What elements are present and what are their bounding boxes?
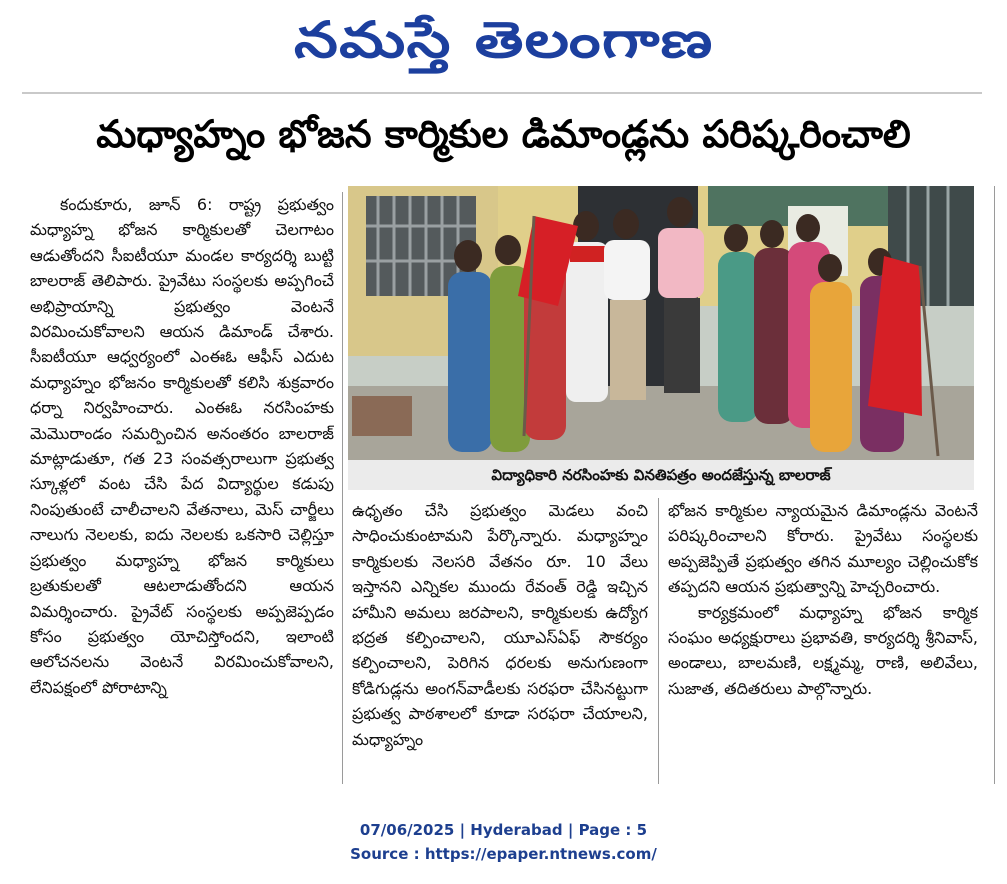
masthead-title: నమస్తే తెలంగాణ (293, 11, 714, 69)
article-paragraph: ఉధృతం చేసి ప్రభుత్వం మెడలు వంచి సాధించుకుంటామని పేర్కొన్నారు. మధ్యాహ్నం కార్మికులకు నెలసరి వేతనం రూ. 10 వేలు ఇస్తానని ఎన్నికల ముందు రేవంత్ రెడ్డి ఇచ్చిన హామీని అమలు జరపాలని, కార్మికులకు ఉద్యోగ భద్రత కల్పించాలని, యూఎస్ఏఫ్ సౌకర్యం కల్పించాలని, పెరిగిన ధరలకు అనుగుణంగా కోడిగుడ్లను అంగన్‌వాడీలకు సరఫరా చేసినట్టుగా ప్రభుత్వ పాఠశాలలో కూడా సరఫరా చేయాలని, మధ్యాహ్నం (352, 501, 648, 749)
article-column-2 (352, 498, 648, 784)
article-paragraph: కందుకూరు, జూన్ 6: రాష్ట్ర ప్రభుత్వం మధ్యాహ్న భోజన కార్మికులతో చెలగాటం ఆడుతోందని సీఐటీయూ మండల కార్యదర్శి బుట్టి బాలరాజ్ తెలిపారు. ప్రైవేటు సంస్థలకు అప్పగించే అభిప్రాయాన్ని ప్రభుత్వం వెంటనే విరమించుకోవాలని ఆయన డిమాండ్ చేశారు. సీఐటీయూ ఆధ్వర్యంలో ఎంఈఓ ఆఫీస్ ఎదుట మధ్యాహ్నం భోజనం కార్మికులతో కలిసి శుక్రవారం ధర్నా నిర్వహించారు. ఎంఈఓ నరసింహకు మెమొరాండం సమర్పించిన అనంతరం బాలరాజ్ మాట్లాడుతూ, గత 23 సంవత్సరాలుగా ప్రభుత్వ స్కూళ్లలో వంట చేసి పేద విద్యార్థుల కడుపు నింపుతుంటే చాలీచాలని వేతనాలు, మెస్ చార్జీలు నాలుగు నెలలకు, ఐదు నెలలకు ఒకసారి చెల్లిస్తూ ప్రభుత్వం మధ్యాహ్న భోజన కార్మికులు బ్రతుకులతో ఆటలాడుతోందని ఆయన విమర్శించారు. ప్రైవేట్ సంస్థలకు అప్పజెప్పడం కోసం ప్రభుత్వం యోచిస్తోందని, ఇలాంటి ఆలోచనలను వెంటనే విరమించుకోవాలని, లేనిపక్షంలో పోరాటాన్ని (30, 195, 334, 697)
footer-date-line: 07/06/2025 | Hyderabad | Page : 5 (359, 821, 648, 839)
news-photo (348, 186, 974, 460)
article-paragraph: భోజన కార్మికుల న్యాయమైన డిమాండ్లను వెంటనే పరిష్కరించాలని కోరారు. ప్రైవేటు సంస్థలకు అప్పజెప్పితే ప్రభుత్వం తగిన మూల్యం చెల్లించుకోక తప్పదని ఆయన ప్రభుత్వాన్ని హెచ్చరించారు. (668, 501, 978, 597)
footer (0, 818, 1007, 866)
column-divider (994, 186, 995, 784)
masthead (0, 0, 1007, 80)
article-column-1 (30, 192, 334, 786)
column-divider (342, 192, 343, 784)
news-photo-illustration (348, 186, 974, 460)
article-paragraph: కార్యక్రమంలో మధ్యాహ్న భోజన కార్మిక సంఘం అధ్యక్షురాలు ప్రభావతి, కార్యదర్శి శ్రీనివాస్, అండాలు, బాలమణి, లక్ష్మమ్మ, రాణి, అలివేలు, సుజాత, తదితరులు పాల్గొన్నారు. (668, 602, 978, 698)
top-rule (22, 92, 982, 94)
article-column-3 (668, 498, 978, 784)
footer-source-line: Source : https://epaper.ntnews.com/ (350, 845, 657, 863)
article-headline: మధ్యాహ్నం భోజన కార్మికుల డిమాండ్లను పరిష్కరించాలి (96, 112, 911, 156)
photo-caption: విద్యాధికారి నరసింహకు వినతిపత్రం అందజేస్తున్న బాలరాజ్ (348, 460, 974, 490)
column-divider (658, 498, 659, 784)
